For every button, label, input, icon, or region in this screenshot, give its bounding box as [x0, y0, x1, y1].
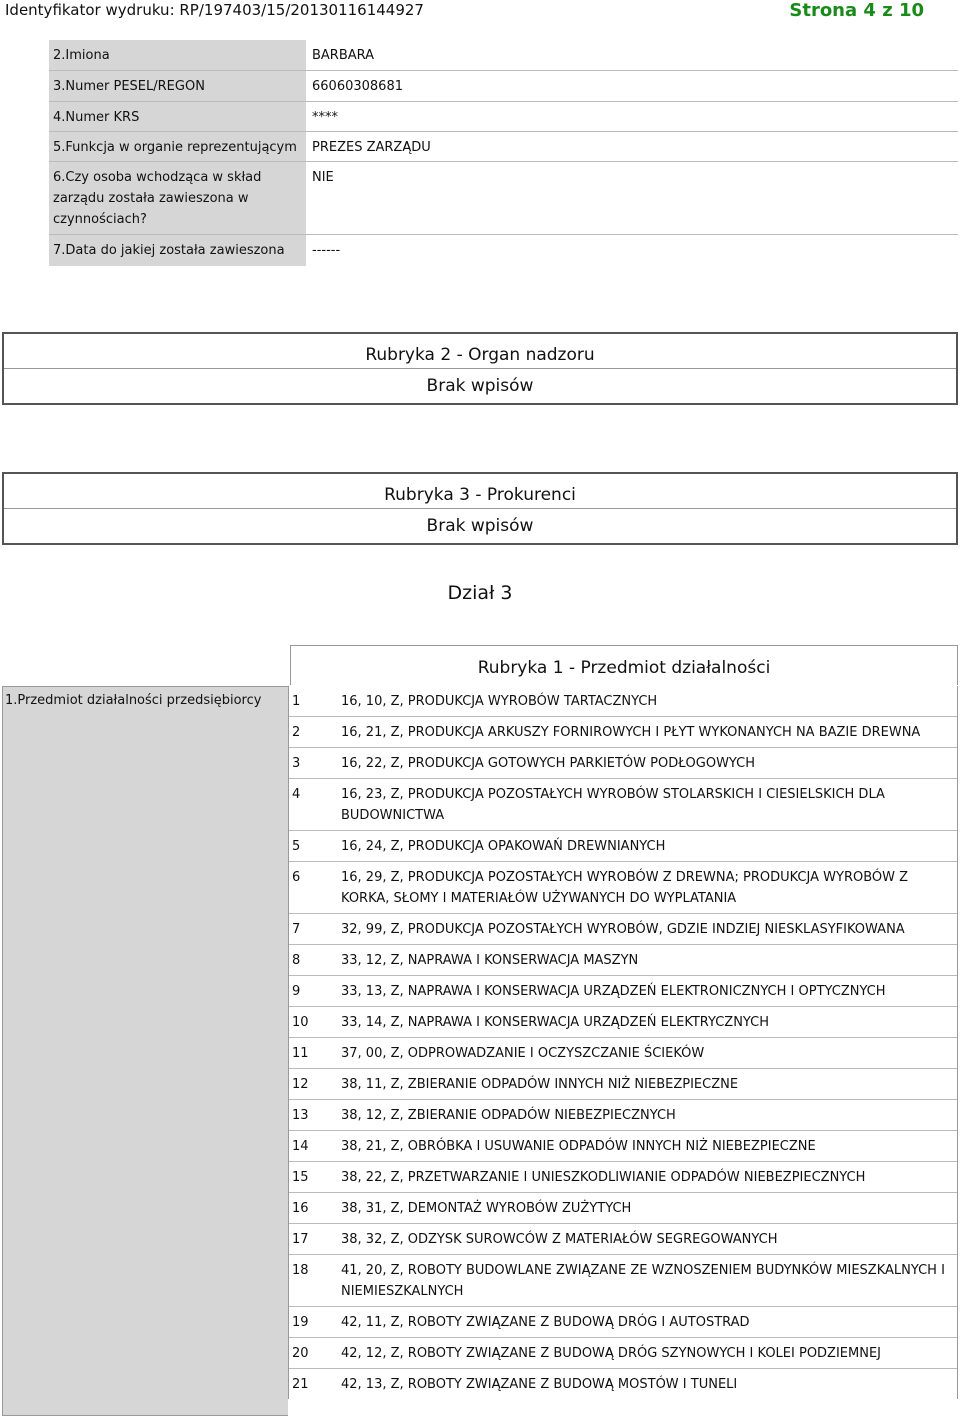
- list-item: [289, 914, 957, 945]
- list-item: [289, 862, 957, 914]
- section-title: Dział 3: [447, 582, 513, 604]
- item-text: 37, 00, Z, ODPROWADZANIE I OCZYSZCZANIE ŚCIEKÓW: [341, 1046, 705, 1061]
- field-label: 7.Data do jakiej została zawieszona: [49, 235, 306, 266]
- list-item: [289, 748, 957, 779]
- item-number: 14: [292, 1139, 309, 1154]
- item-number: 5: [292, 839, 301, 854]
- item-number: 20: [292, 1346, 309, 1361]
- field-label: 5.Funkcja w organie reprezentującym: [49, 132, 306, 161]
- item-text: 42, 13, Z, ROBOTY ZWIĄZANE Z BUDOWĄ MOSTÓW I TUNELI: [341, 1377, 738, 1392]
- item-text: 38, 31, Z, DEMONTAŻ WYROBÓW ZUŻYTYCH: [341, 1201, 632, 1216]
- field-label: 3.Numer PESEL/REGON: [49, 71, 306, 101]
- field-value: BARBARA: [312, 48, 375, 63]
- rubryka2-body: Brak wpisów: [426, 376, 534, 396]
- item-text: 38, 11, Z, ZBIERANIE ODPADÓW INNYCH NIŻ NIEBEZPIECZNE: [341, 1077, 739, 1092]
- list-item: [289, 831, 957, 862]
- list-item: [289, 779, 957, 831]
- rubryka3-box: [2, 472, 958, 545]
- print-header: [0, 0, 960, 24]
- item-text: 42, 11, Z, ROBOTY ZWIĄZANE Z BUDOWĄ DRÓG I AUTOSTRAD: [341, 1315, 750, 1330]
- list-item: [289, 1369, 957, 1399]
- item-number: 12: [292, 1077, 309, 1092]
- item-number: 16: [292, 1201, 309, 1216]
- list-item: [289, 1069, 957, 1100]
- item-text: 38, 22, Z, PRZETWARZANIE I UNIESZKODLIWIANIE ODPADÓW NIEBEZPIECZNYCH: [341, 1170, 866, 1185]
- table-row: [49, 71, 958, 102]
- field-label: 6.Czy osoba wchodząca w skład zarządu została zawieszona w czynnościach?: [49, 162, 306, 234]
- item-text: 42, 12, Z, ROBOTY ZWIĄZANE Z BUDOWĄ DRÓG SZYNOWYCH I KOLEI PODZIEMNEJ: [341, 1346, 882, 1361]
- list-item: [289, 1038, 957, 1069]
- item-text: 38, 12, Z, ZBIERANIE ODPADÓW NIEBEZPIECZNYCH: [341, 1108, 676, 1123]
- list-item: [289, 1100, 957, 1131]
- table-row: [49, 162, 958, 235]
- list-item: [289, 976, 957, 1007]
- item-number: 13: [292, 1108, 309, 1123]
- item-number: 6: [292, 870, 301, 885]
- item-text: 38, 21, Z, OBRÓBKA I USUWANIE ODPADÓW INNYCH NIŻ NIEBEZPIECZNE: [341, 1139, 816, 1154]
- item-number: 1: [292, 694, 301, 709]
- field-value: PREZES ZARZĄDU: [312, 140, 431, 155]
- item-number: 19: [292, 1315, 309, 1330]
- item-number: 8: [292, 953, 301, 968]
- item-text: 16, 29, Z, PRODUKCJA POZOSTAŁYCH WYROBÓW Z DREWNA; PRODUKCJA WYROBÓW Z KORKA, SŁOMY I MATERIAŁÓW UŻYWANYCH DO WYPLATANIA: [341, 870, 909, 906]
- list-item: [289, 1193, 957, 1224]
- item-text: 16, 22, Z, PRODUKCJA GOTOWYCH PARKIETÓW PODŁOGOWYCH: [341, 756, 756, 771]
- list-item: [289, 686, 957, 717]
- rubryka2-box: [2, 332, 958, 405]
- print-identifier: Identyfikator wydruku: RP/197403/15/20130116144927: [5, 1, 424, 19]
- rubryka2-title: Rubryka 2 - Organ nadzoru: [4, 334, 956, 369]
- rubryka3-body: Brak wpisów: [426, 516, 534, 536]
- item-text: 33, 12, Z, NAPRAWA I KONSERWACJA MASZYN: [341, 953, 639, 968]
- item-number: 2: [292, 725, 301, 740]
- item-text: 38, 32, Z, ODZYSK SUROWCÓW Z MATERIAŁÓW SEGREGOWANYCH: [341, 1232, 778, 1247]
- item-text: 16, 23, Z, PRODUKCJA POZOSTAŁYCH WYROBÓW STOLARSKICH I CIESIELSKICH DLA BUDOWNICTWA: [341, 787, 885, 823]
- list-item: [289, 1131, 957, 1162]
- list-item: [289, 1307, 957, 1338]
- item-text: 16, 21, Z, PRODUKCJA ARKUSZY FORNIROWYCH I PŁYT WYKONANYCH NA BAZIE DREWNA: [341, 725, 921, 740]
- activity-list: [288, 686, 958, 1399]
- item-number: 11: [292, 1046, 309, 1061]
- item-text: 33, 13, Z, NAPRAWA I KONSERWACJA URZĄDZEŃ ELEKTRONICZNYCH I OPTYCZNYCH: [341, 984, 886, 999]
- item-number: 4: [292, 787, 301, 802]
- rubryka3-title: Rubryka 3 - Prokurenci: [4, 474, 956, 509]
- field-value: NIE: [312, 170, 334, 185]
- list-item: [289, 1224, 957, 1255]
- list-item: [289, 945, 957, 976]
- item-number: 9: [292, 984, 301, 999]
- list-item: [289, 1338, 957, 1369]
- item-text: 41, 20, Z, ROBOTY BUDOWLANE ZWIĄZANE ZE WZNOSZENIEM BUDYNKÓW MIESZKALNYCH I NIEMIESZKALNYCH: [341, 1263, 945, 1299]
- field-value: 66060308681: [312, 79, 403, 94]
- list-item: [289, 717, 957, 748]
- item-number: 3: [292, 756, 301, 771]
- item-text: 16, 10, Z, PRODUKCJA WYROBÓW TARTACZNYCH: [341, 694, 658, 709]
- table-row: [49, 102, 958, 132]
- item-text: 16, 24, Z, PRODUKCJA OPAKOWAŃ DREWNIANYCH: [341, 839, 666, 854]
- list-item: [289, 1162, 957, 1193]
- field-value: ****: [312, 110, 338, 125]
- table-row: [49, 235, 958, 266]
- item-text: 33, 14, Z, NAPRAWA I KONSERWACJA URZĄDZEŃ ELEKTRYCZNYCH: [341, 1015, 770, 1030]
- item-number: 7: [292, 922, 301, 937]
- field-label: 2.Imiona: [49, 40, 306, 70]
- list-item: [289, 1007, 957, 1038]
- rubryka1-title: Rubryka 1 - Przedmiot działalności: [290, 645, 958, 685]
- table-row: [49, 40, 958, 71]
- page-number: Strona 4 z 10: [789, 0, 924, 21]
- list-item: [289, 1255, 957, 1307]
- item-number: 15: [292, 1170, 309, 1185]
- person-table: [49, 40, 958, 266]
- field-value: ------: [312, 243, 341, 258]
- field-label: 4.Numer KRS: [49, 102, 306, 131]
- table-row: [49, 132, 958, 162]
- item-number: 10: [292, 1015, 309, 1030]
- item-number: 21: [292, 1377, 309, 1392]
- item-text: 32, 99, Z, PRODUKCJA POZOSTAŁYCH WYROBÓW, GDZIE INDZIEJ NIESKLASYFIKOWANA: [341, 922, 905, 937]
- activity-label: 1.Przedmiot działalności przedsiębiorcy: [2, 686, 288, 1416]
- item-number: 17: [292, 1232, 309, 1247]
- item-number: 18: [292, 1263, 309, 1278]
